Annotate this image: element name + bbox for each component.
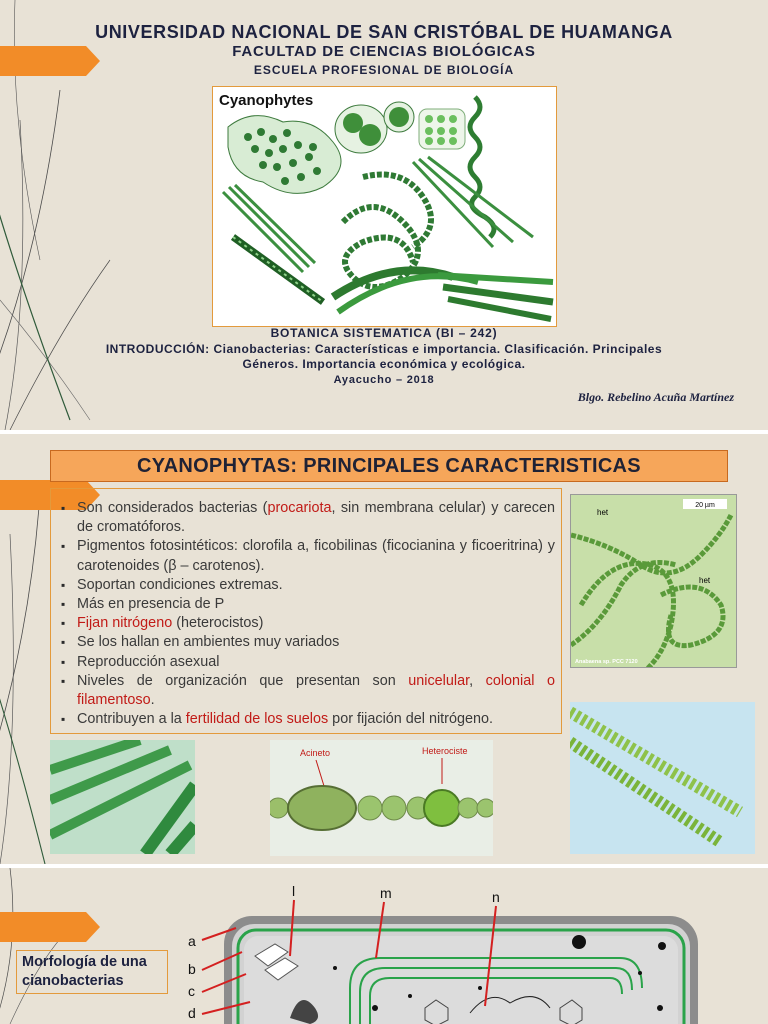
het-label-2: het (699, 576, 711, 585)
faculty-name: FACULTAD DE CIENCIAS BIOLÓGICAS (232, 43, 536, 60)
spirulina-photo (570, 702, 755, 854)
acinete-label: Acineto (300, 748, 331, 758)
label-l: l (292, 883, 296, 899)
label-n: n (492, 889, 500, 905)
cyanophytes-illustration (212, 86, 557, 327)
list-item: ▪ Se los hallan en ambientes muy variados (59, 633, 555, 652)
spiral-filament-photo (570, 702, 755, 854)
list-item: ▪ Contribuyen a la fertilidad de los suelos por fijación del nitrógeno. (59, 710, 555, 729)
list-item: ▪ Pigmentos fotosintéticos: clorofila a, ficobilinas (ficocianina y ficoeritrina) y carotenoides (β – carotenos). (59, 537, 555, 575)
cyanobacteria-cell-diagram (180, 878, 710, 1024)
characteristics-slide (0, 434, 768, 864)
orange-tab-marker (0, 912, 100, 942)
author-name: Blgo. Rebelino Acuña Martínez (577, 390, 734, 404)
list-item: ▪ Más en presencia de P (59, 595, 555, 614)
title-slide (0, 0, 768, 430)
label-b: b (188, 961, 196, 977)
date-text: Ayacucho – 2018 (333, 374, 435, 386)
list-item: ▪ Son considerados bacterias (procariota, sin membrana celular) y carecen de cromatóforos. (59, 499, 555, 537)
label-d: d (188, 1005, 196, 1021)
photo-caption: Anabaena sp. PCC 7120 (575, 659, 638, 665)
university-name: UNIVERSIDAD NACIONAL DE SAN CRISTÓBAL DE HUAMANGA (95, 22, 673, 42)
list-item: ▪ Soportan condiciones extremas. (59, 576, 555, 595)
label-a: a (188, 933, 196, 949)
list-item: ▪ Fijan nitrógeno (heterocistos) (59, 614, 555, 633)
cyanophytes-drawing (213, 87, 556, 326)
list-item: ▪ Reproducción asexual (59, 653, 555, 672)
het-label-1: het (597, 508, 609, 517)
characteristics-list (50, 488, 562, 734)
filament-photo-1 (50, 740, 195, 854)
label-c: c (188, 983, 195, 999)
label-m: m (380, 885, 392, 901)
list-item: ▪ Niveles de organización que presentan son unicelular, colonial o filamentoso. (59, 672, 555, 710)
anabaena-micrograph (570, 494, 737, 668)
acinete-heterocyst-photo (270, 740, 493, 856)
image-title: Cyanophytes (219, 92, 314, 109)
intro-line-2: Géneros. Importancia económica y ecológica. (242, 357, 526, 371)
morphology-title: Morfología de una cianobacterias (16, 950, 168, 994)
heterocyst-label: Heterociste (422, 746, 468, 756)
anabaena-photo (571, 495, 736, 667)
school-name: ESCUELA PROFESIONAL DE BIOLOGÍA (253, 63, 515, 77)
intro-text (0, 342, 768, 372)
intro-line-1: INTRODUCCIÓN: Cianobacterias: Características e importancia. Clasificación. Principales (105, 342, 663, 356)
course-title: BOTANICA SISTEMATICA (BI – 242) (270, 326, 498, 340)
heterocyst-photo (270, 740, 493, 856)
morphology-slide (0, 868, 768, 1024)
scale-bar-label: 20 µm (695, 502, 715, 509)
oscillatoria-photo (50, 740, 195, 854)
slide-title: CYANOPHYTAS: PRINCIPALES CARACTERISTICAS (50, 450, 728, 482)
